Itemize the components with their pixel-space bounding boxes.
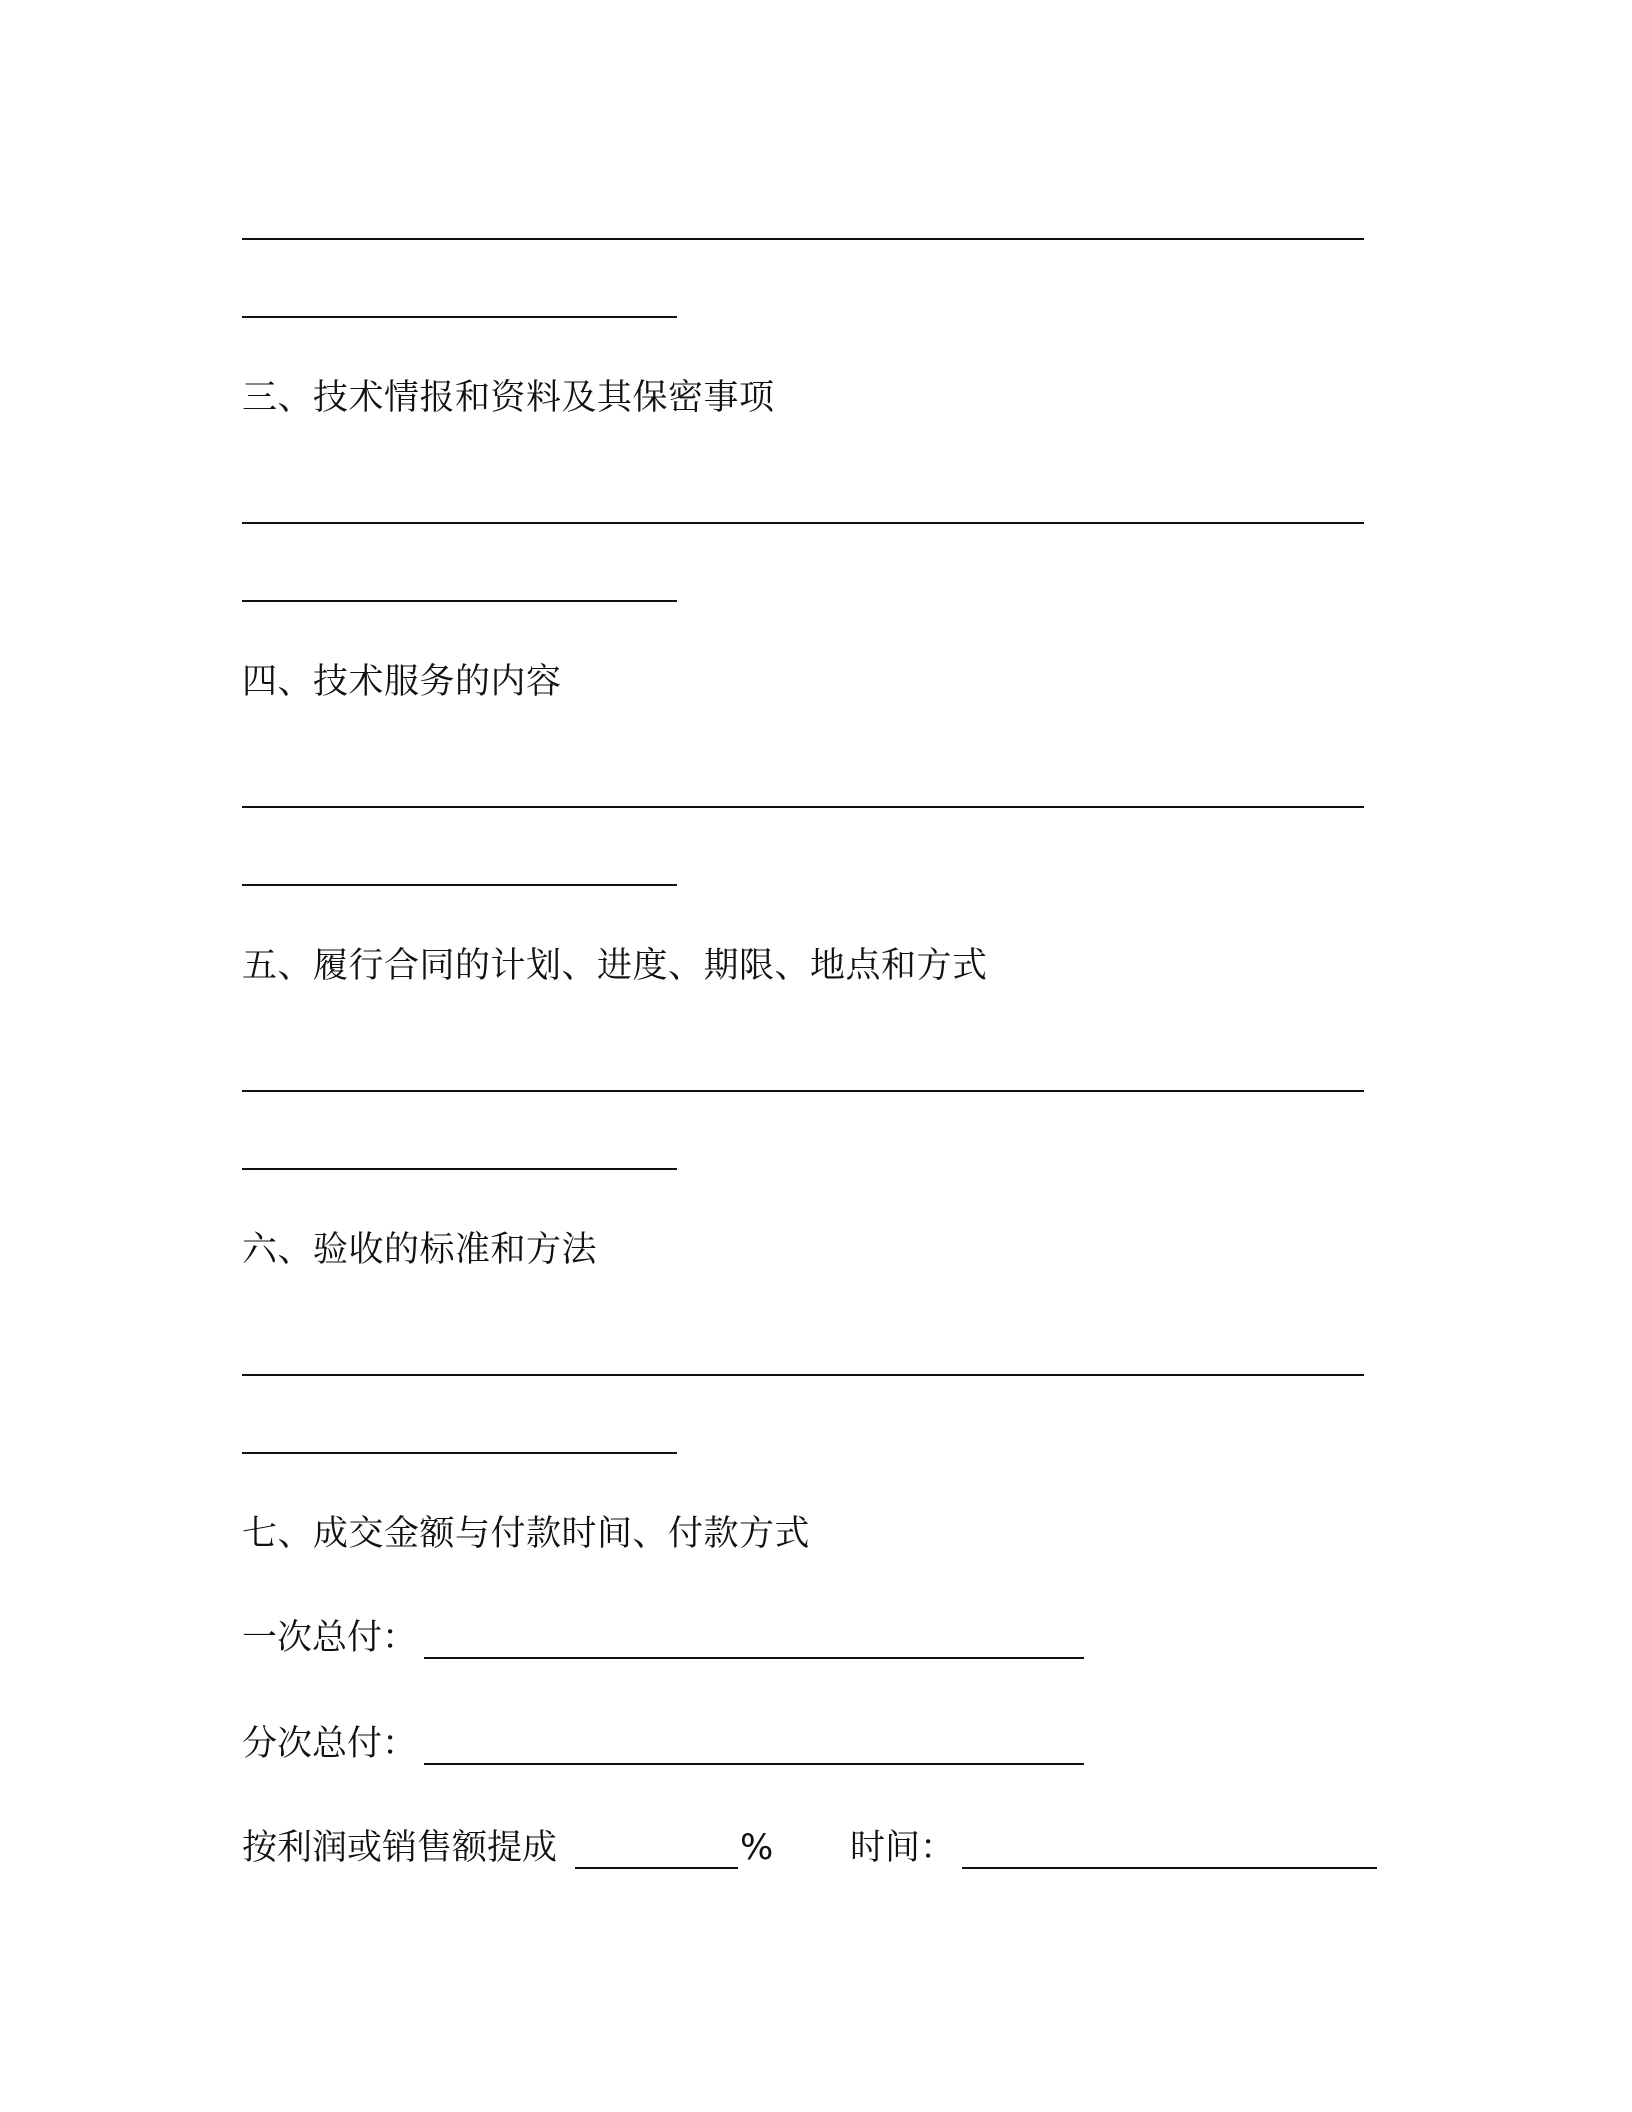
- fill-in-line: [242, 1452, 677, 1454]
- royalty-percent-blank[interactable]: [575, 1867, 738, 1869]
- royalty-row: [242, 1826, 1382, 1870]
- section-heading-6: 六、验收的标准和方法: [242, 1230, 598, 1270]
- fill-in-line: [242, 1090, 1364, 1092]
- fill-in-line: [242, 238, 1364, 240]
- royalty-label: 按利润或销售额提成: [242, 1828, 558, 1868]
- lump-sum-blank[interactable]: [424, 1657, 1084, 1659]
- fill-in-line: [242, 600, 677, 602]
- lump-sum-label: 一次总付：: [242, 1618, 418, 1658]
- fill-in-line: [242, 522, 1364, 524]
- percent-sign: %: [740, 1828, 774, 1868]
- section-heading-4: 四、技术服务的内容: [242, 662, 562, 702]
- installment-blank[interactable]: [424, 1763, 1084, 1765]
- time-label: 时间：: [850, 1828, 956, 1868]
- fill-in-line: [242, 1374, 1364, 1376]
- fill-in-line: [242, 316, 677, 318]
- section-heading-3: 三、技术情报和资料及其保密事项: [242, 378, 775, 418]
- fill-in-line: [242, 806, 1364, 808]
- section-heading-5: 五、履行合同的计划、进度、期限、地点和方式: [242, 946, 988, 986]
- time-blank[interactable]: [962, 1867, 1377, 1869]
- fill-in-line: [242, 884, 677, 886]
- fill-in-line: [242, 1168, 677, 1170]
- installment-label: 分次总付：: [242, 1724, 418, 1764]
- section-heading-7: 七、成交金额与付款时间、付款方式: [242, 1514, 811, 1554]
